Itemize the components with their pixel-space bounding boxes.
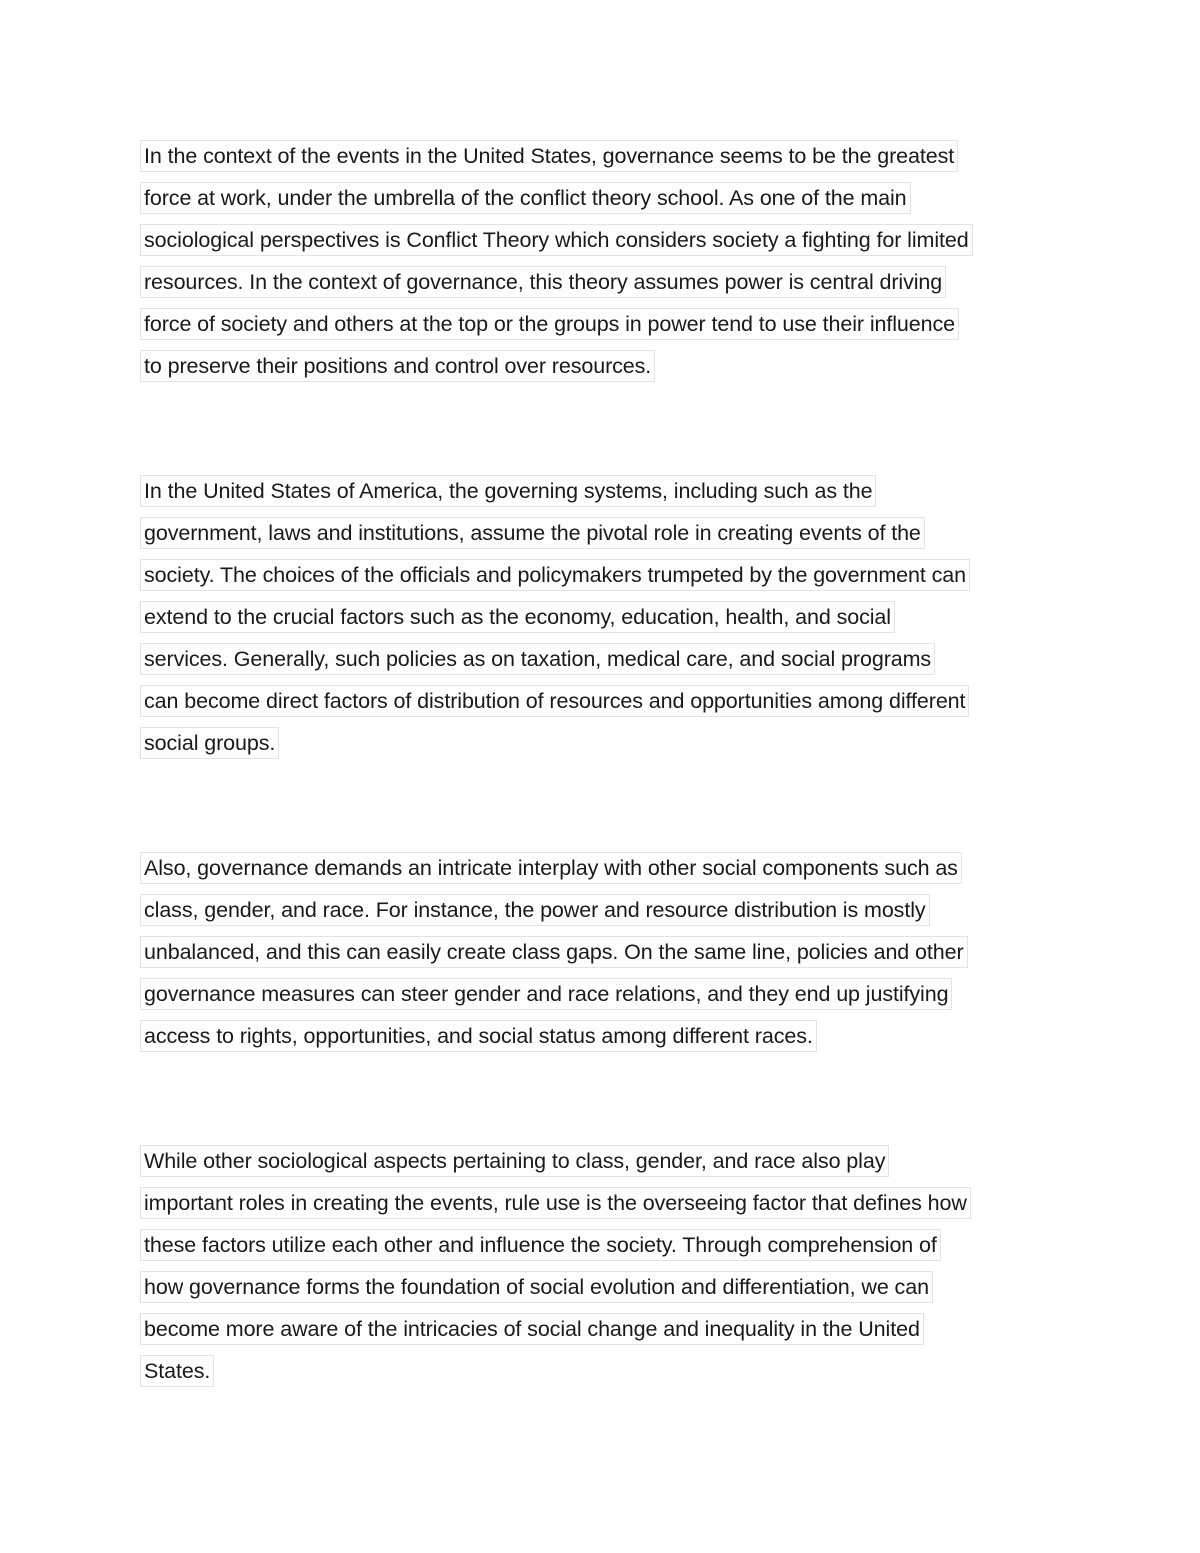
text-line [140,685,970,727]
text-line [140,1020,968,1062]
text-line-content: force at work, under the umbrella of the conflict theory school. As one of the main [140,182,911,214]
text-line-content: important roles in creating the events, rule use is the overseeing factor that defines how [140,1187,971,1219]
text-line-content: Also, governance demands an intricate interplay with other social components such as [140,852,962,884]
text-line-content: services. Generally, such policies as on taxation, medical care, and social programs [140,643,935,675]
text-line-content: these factors utilize each other and influence the society. Through comprehension of [140,1229,941,1261]
text-line [140,601,970,643]
paragraph-2 [140,475,970,769]
text-line [140,559,970,601]
text-line [140,936,968,978]
text-line-content: While other sociological aspects pertaining to class, gender, and race also play [140,1145,889,1177]
text-line-content: unbalanced, and this can easily create class gaps. On the same line, policies and other [140,936,968,968]
text-line [140,894,968,936]
text-line-content: to preserve their positions and control over resources. [140,350,655,382]
text-line-content: become more aware of the intricacies of social change and inequality in the United [140,1313,924,1345]
text-line [140,224,973,266]
text-line-content: access to rights, opportunities, and social status among different races. [140,1020,817,1052]
text-line [140,1187,971,1229]
text-line-content: resources. In the context of governance, this theory assumes power is central driving [140,266,946,298]
text-line [140,1271,971,1313]
text-line [140,517,970,559]
text-line-content: how governance forms the foundation of social evolution and differentiation, we can [140,1271,933,1303]
text-line [140,1145,971,1187]
text-line [140,727,970,769]
text-line [140,1313,971,1355]
text-line [140,1355,971,1397]
text-line [140,475,970,517]
text-line-content: In the United States of America, the governing systems, including such as the [140,475,876,507]
text-line-content: society. The choices of the officials and policymakers trumpeted by the government can [140,559,970,591]
text-line-content: sociological perspectives is Conflict Theory which considers society a fighting for limited [140,224,973,256]
text-line-content: class, gender, and race. For instance, the power and resource distribution is mostly [140,894,930,926]
text-line [140,350,973,392]
text-line [140,852,968,894]
text-line [140,308,973,350]
text-line [140,182,973,224]
text-line [140,643,970,685]
text-line-content: States. [140,1355,214,1387]
text-line-content: force of society and others at the top or the groups in power tend to use their influence [140,308,959,340]
text-line [140,266,973,308]
text-line-content: government, laws and institutions, assume the pivotal role in creating events of the [140,517,925,549]
text-line-content: In the context of the events in the United States, governance seems to be the greatest [140,140,958,172]
text-line-content: social groups. [140,727,279,759]
text-line-content: governance measures can steer gender and race relations, and they end up justifying [140,978,952,1010]
paragraph-1 [140,140,973,392]
paragraph-3 [140,852,968,1062]
paragraph-4 [140,1145,971,1397]
text-line [140,1229,971,1271]
text-line [140,978,968,1020]
text-line-content: extend to the crucial factors such as the economy, education, health, and social [140,601,895,633]
text-line-content: can become direct factors of distribution of resources and opportunities among different [140,685,969,717]
text-line [140,140,973,182]
